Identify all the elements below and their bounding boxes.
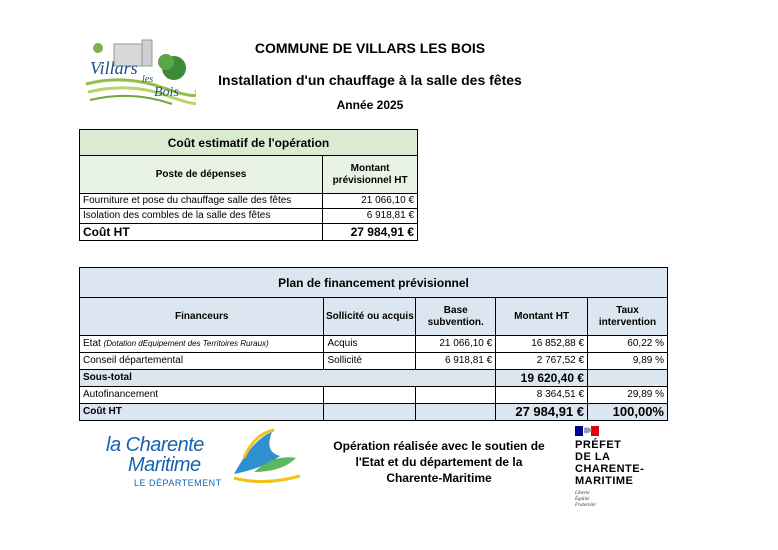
- table-row: [80, 353, 668, 370]
- col-taux-header: Taux intervention: [588, 298, 668, 336]
- prefet-line: PRÉFET: [575, 439, 622, 451]
- villars-les-bois-logo: [84, 38, 196, 108]
- financeur-detail: (Dotation dEquipement des Territoires Ruraux): [103, 339, 269, 348]
- statut-cell: Sollicité: [324, 353, 416, 370]
- commune-title: COMMUNE DE VILLARS LES BOIS: [254, 40, 486, 56]
- montant-cell: 21 066,10 €: [323, 194, 418, 209]
- base-cell: 6 918,81 €: [416, 353, 496, 370]
- auto-base: [416, 387, 496, 404]
- autofinancement-row: [80, 387, 668, 404]
- cost-total-label: Coût HT: [80, 224, 323, 241]
- table-row: [80, 336, 668, 353]
- subtotal-taux: [588, 370, 668, 387]
- montant-cell: 6 918,81 €: [323, 209, 418, 224]
- logo-word-les: les: [142, 74, 154, 85]
- auto-taux: 29,89 %: [588, 387, 668, 404]
- funding-total-taux: 100,00%: [588, 404, 668, 421]
- funding-total-statut: [324, 404, 416, 421]
- logo-word-villars: Villars: [90, 58, 138, 78]
- auto-montant: 8 364,51 €: [496, 387, 588, 404]
- project-title: Installation d'un chauffage à la salle des fêtes: [218, 72, 522, 88]
- montant-cell: 2 767,52 €: [496, 353, 588, 370]
- funding-total-label: Coût HT: [80, 404, 324, 421]
- subtotal-row: [80, 370, 668, 387]
- financeur-cell: [80, 336, 324, 353]
- col-poste-header: Poste de dépenses: [80, 156, 323, 194]
- cost-estimate-table: [79, 129, 418, 241]
- prefet-line: DE LA: [575, 451, 611, 463]
- col-montant-header: Montant HT: [496, 298, 588, 336]
- col-financeurs-header: Financeurs: [80, 298, 324, 336]
- cm-logo-line2: Maritime: [128, 454, 201, 476]
- auto-label: Autofinancement: [80, 387, 324, 404]
- table-row: [80, 209, 418, 224]
- cost-total-row: [80, 224, 418, 241]
- devise-line: Égalité: [575, 497, 590, 502]
- base-cell: 21 066,10 €: [416, 336, 496, 353]
- col-sollicite-header: Sollicité ou acquis: [324, 298, 416, 336]
- funding-plan-table: [79, 267, 668, 421]
- subtotal-value: 19 620,40 €: [496, 370, 588, 387]
- funding-table-title: Plan de financement prévisionnel: [80, 268, 668, 298]
- prefet-line: MARITIME: [575, 475, 634, 487]
- operation-support-text: Opération réalisée avec le soutien de l'Etat et du département de la Charente-Maritime: [333, 439, 545, 485]
- poste-cell: Isolation des combles de la salle des fêtes: [80, 209, 323, 224]
- cost-table-title: Coût estimatif de l'opération: [80, 130, 418, 156]
- funding-total-row: [80, 404, 668, 421]
- table-row: [80, 194, 418, 209]
- devise-line: Liberté: [575, 491, 590, 496]
- poste-cell: Fourniture et pose du chauffage salle des fêtes: [80, 194, 323, 209]
- devise-line: Fraternité: [575, 503, 596, 508]
- col-montant-header: Montant prévisionnel HT: [323, 156, 418, 194]
- funding-total-base: [416, 404, 496, 421]
- auto-statut: [324, 387, 416, 404]
- taux-cell: 9,89 %: [588, 353, 668, 370]
- taux-cell: 60,22 %: [588, 336, 668, 353]
- cost-total-value: 27 984,91 €: [323, 224, 418, 241]
- statut-cell: Acquis: [324, 336, 416, 353]
- financeur-name: Etat: [83, 338, 101, 349]
- logo-word-bois: Bois: [154, 85, 179, 100]
- funding-total-value: 27 984,91 €: [496, 404, 588, 421]
- year-title: Année 2025: [336, 98, 404, 112]
- cm-logo-line3: LE DÉPARTEMENT: [134, 478, 222, 488]
- prefet-line: CHARENTE-: [575, 463, 645, 475]
- col-base-header: Base subvention.: [416, 298, 496, 336]
- financeur-cell: Conseil départemental: [80, 353, 324, 370]
- cm-logo-line1: la Charente: [106, 434, 204, 456]
- subtotal-label: Sous-total: [80, 370, 496, 387]
- montant-cell: 16 852,88 €: [496, 336, 588, 353]
